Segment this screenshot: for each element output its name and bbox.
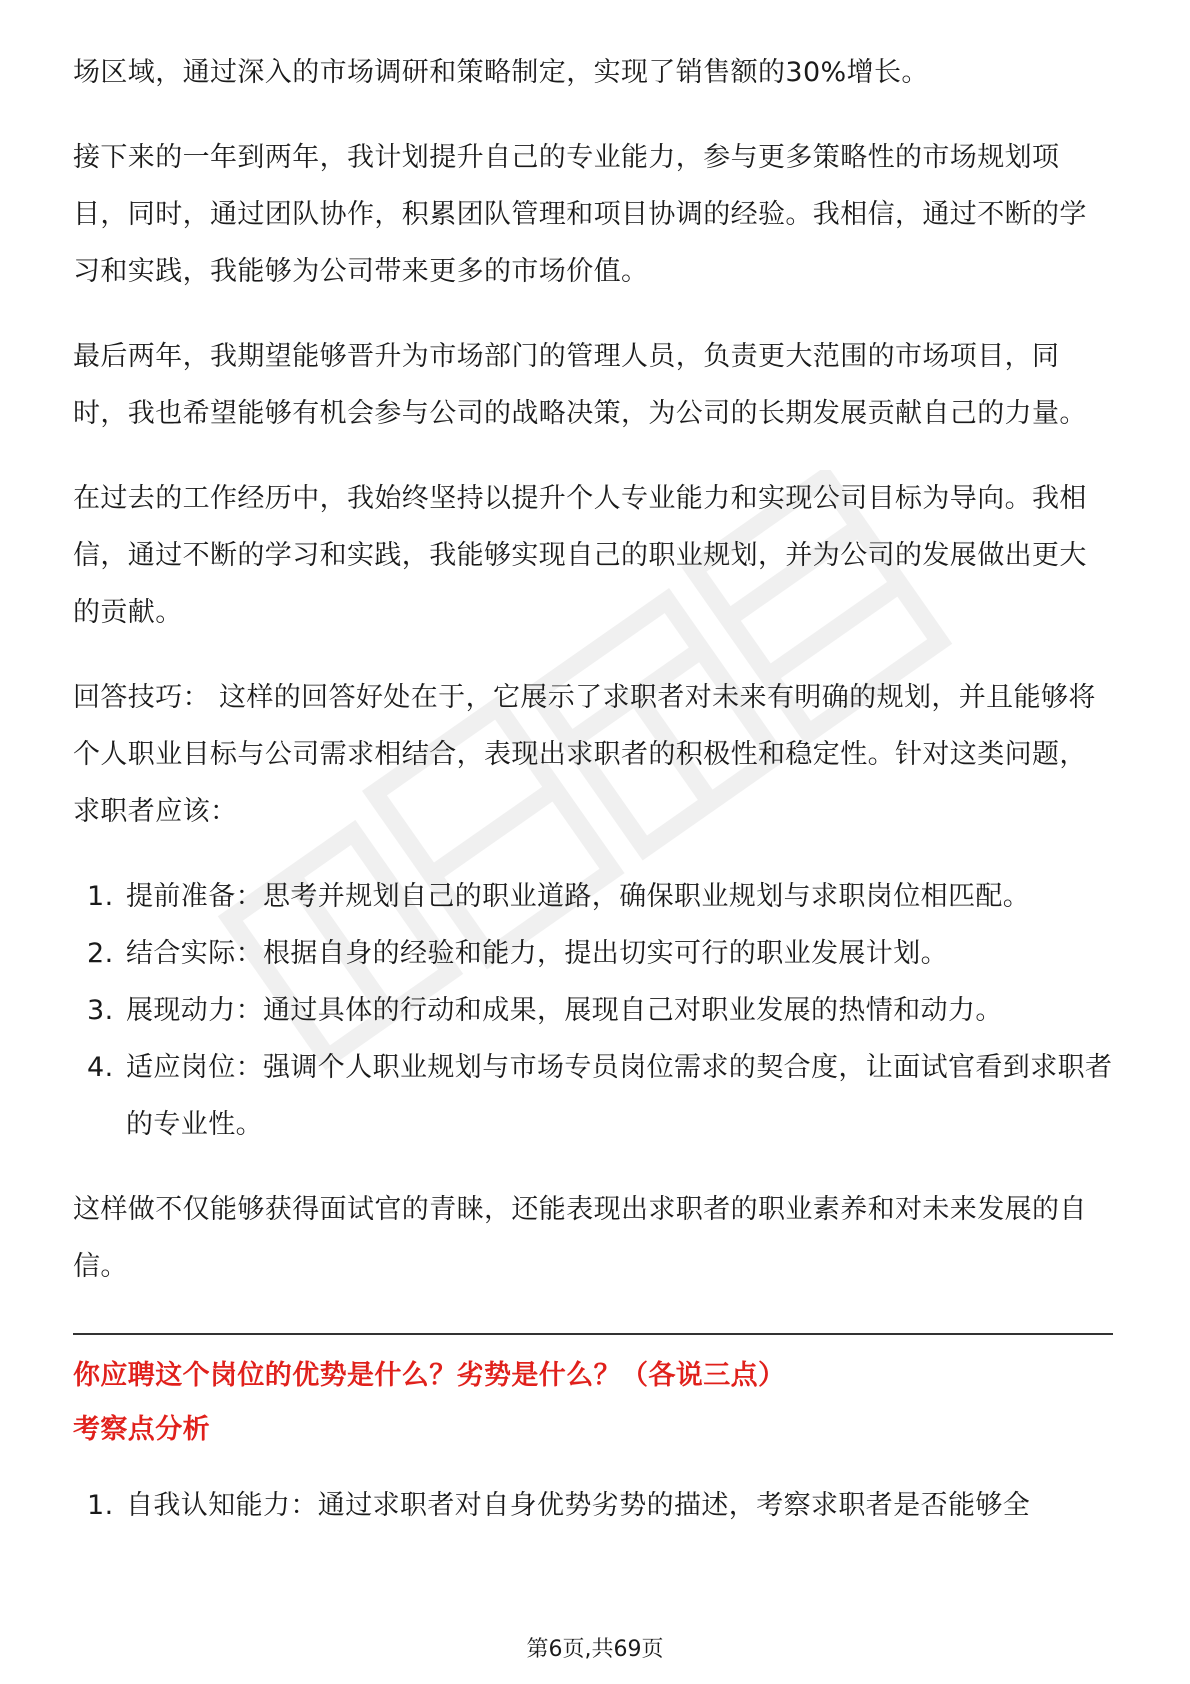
list-item bbox=[73, 1477, 1113, 1534]
paragraph-past-experience: 在过去的工作经历中，我始终坚持以提升个人专业能力和实现公司目标为导向。我相信，通过不断的学习和实践，我能够实现自己的职业规划，并为公司的发展做出更大的贡献。 bbox=[73, 483, 1087, 628]
paragraph-next-two-years: 接下来的一年到两年，我计划提升自己的专业能力，参与更多策略性的市场规划项目，同时，通过团队协作，积累团队管理和项目协调的经验。我相信，通过不断的学习和实践，我能够为公司带来更多的市场价值。 bbox=[73, 142, 1087, 287]
list-item-text: 自我认知能力：通过求职者对自身优势劣势的描述，考察求职者是否能够全 bbox=[126, 1490, 1031, 1521]
list-item-text: 适应岗位：强调个人职业规划与市场专员岗位需求的契合度，让面试官看到求职者的专业性。 bbox=[126, 1052, 1113, 1140]
list-number: 1. bbox=[87, 1490, 114, 1521]
question-heading: 你应聘这个岗位的优势是什么？劣势是什么？（各说三点） bbox=[73, 1360, 786, 1391]
list-number: 1. bbox=[87, 881, 114, 912]
list-number: 4. bbox=[87, 1052, 114, 1083]
list-number: 2. bbox=[87, 938, 114, 969]
page-footer: 第6页,共69页 bbox=[526, 1637, 664, 1662]
list-item bbox=[73, 982, 1113, 1039]
list-item bbox=[73, 925, 1113, 982]
list-item-text: 展现动力：通过具体的行动和成果，展现自己对职业发展的热情和动力。 bbox=[126, 995, 1003, 1026]
list-item-text: 提前准备：思考并规划自己的职业道路，确保职业规划与求职岗位相匹配。 bbox=[126, 881, 1031, 912]
list-number: 3. bbox=[87, 995, 114, 1026]
paragraph-closing: 这样做不仅能够获得面试官的青睐，还能表现出求职者的职业素养和对未来发展的自信。 bbox=[73, 1194, 1087, 1282]
list-item bbox=[73, 1039, 1113, 1153]
list-item-text: 结合实际：根据自身的经验和能力，提出切实可行的职业发展计划。 bbox=[126, 938, 948, 969]
list-item bbox=[73, 868, 1113, 925]
paragraph-answer-tips: 回答技巧： 这样的回答好处在于，它展示了求职者对未来有明确的规划，并且能够将个人职业目标与公司需求相结合，表现出求职者的积极性和稳定性。针对这类问题，求职者应该： bbox=[73, 682, 1096, 827]
analysis-list bbox=[73, 1477, 1113, 1534]
paragraph-sales-growth: 场区域，通过深入的市场调研和策略制定，实现了销售额的30%增长。 bbox=[73, 57, 929, 88]
analysis-heading: 考察点分析 bbox=[73, 1414, 210, 1445]
document-content bbox=[73, 44, 1113, 1534]
paragraph-last-two-years: 最后两年，我期望能够晋升为市场部门的管理人员，负责更大范围的市场项目，同时，我也希望能够有机会参与公司的战略决策，为公司的长期发展贡献自己的力量。 bbox=[73, 341, 1087, 429]
tips-list bbox=[73, 868, 1113, 1153]
